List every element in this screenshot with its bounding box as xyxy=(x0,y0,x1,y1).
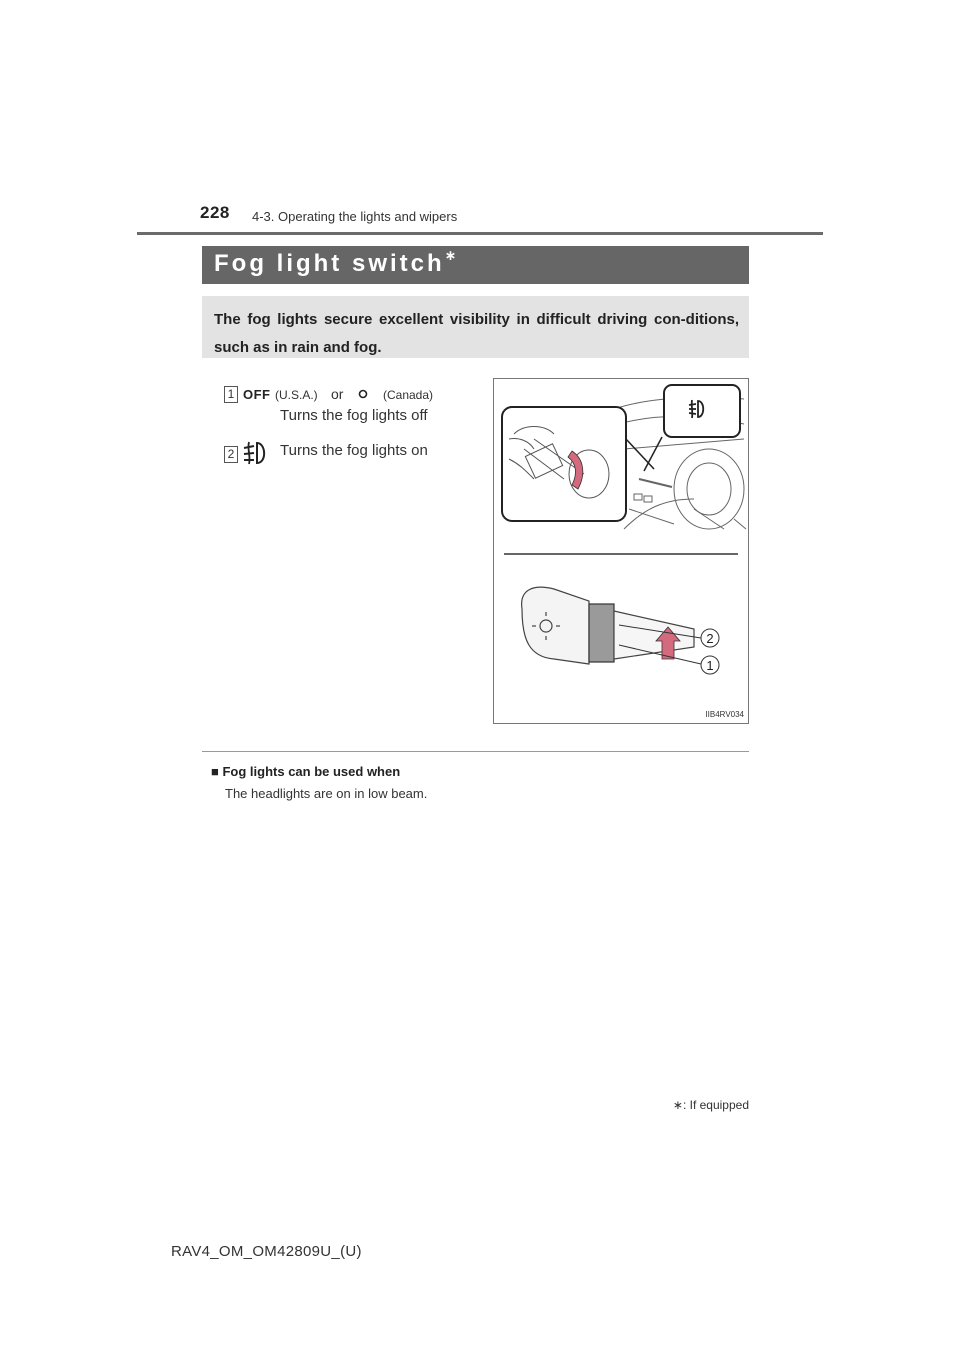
footnote xyxy=(625,1098,749,1112)
figure-code: IIB4RV034 xyxy=(705,710,744,719)
fog-switch-illustration xyxy=(493,378,749,724)
item-description-2: Turns the fog lights on xyxy=(280,442,428,459)
footnote-text: : If equipped xyxy=(682,1098,749,1112)
page-number: 228 xyxy=(200,203,230,222)
note-heading-text: Fog lights can be used when xyxy=(222,764,401,779)
note-heading xyxy=(211,764,400,779)
region-canada: (Canada) xyxy=(383,388,434,402)
callout-number-2: 2 xyxy=(706,631,714,646)
item-number-1: 1 xyxy=(224,386,238,403)
fog-icon-callout xyxy=(664,385,740,437)
note-bullet: ■ xyxy=(211,764,219,779)
section-breadcrumb: 4-3. Operating the lights and wipers xyxy=(252,209,458,224)
intro-box: The fog lights secure excellent visibility in difficult driving con-ditions, such as in rain and fog. xyxy=(202,296,749,358)
document-id: RAV4_OM_OM42809U_(U) xyxy=(171,1243,362,1260)
footnote-marker: ∗ xyxy=(672,1098,683,1112)
page-title-text: Fog light switch xyxy=(214,250,445,277)
off-position-icon xyxy=(356,387,370,401)
fog-light-icon xyxy=(240,439,270,467)
item-number-2: 2 xyxy=(224,446,238,463)
illustration-drawing xyxy=(494,379,748,723)
page-title xyxy=(202,246,749,284)
header-divider xyxy=(137,232,823,235)
or-text: or xyxy=(331,386,344,402)
item-description-1: Turns the fog lights off xyxy=(280,407,428,424)
off-symbol: OFF xyxy=(243,387,271,402)
region-usa: (U.S.A.) xyxy=(275,388,318,402)
section-divider xyxy=(202,751,749,752)
note-body: The headlights are on in low beam. xyxy=(225,786,428,801)
callout-number-1: 1 xyxy=(706,658,714,673)
equipped-marker: ∗ xyxy=(444,247,457,263)
